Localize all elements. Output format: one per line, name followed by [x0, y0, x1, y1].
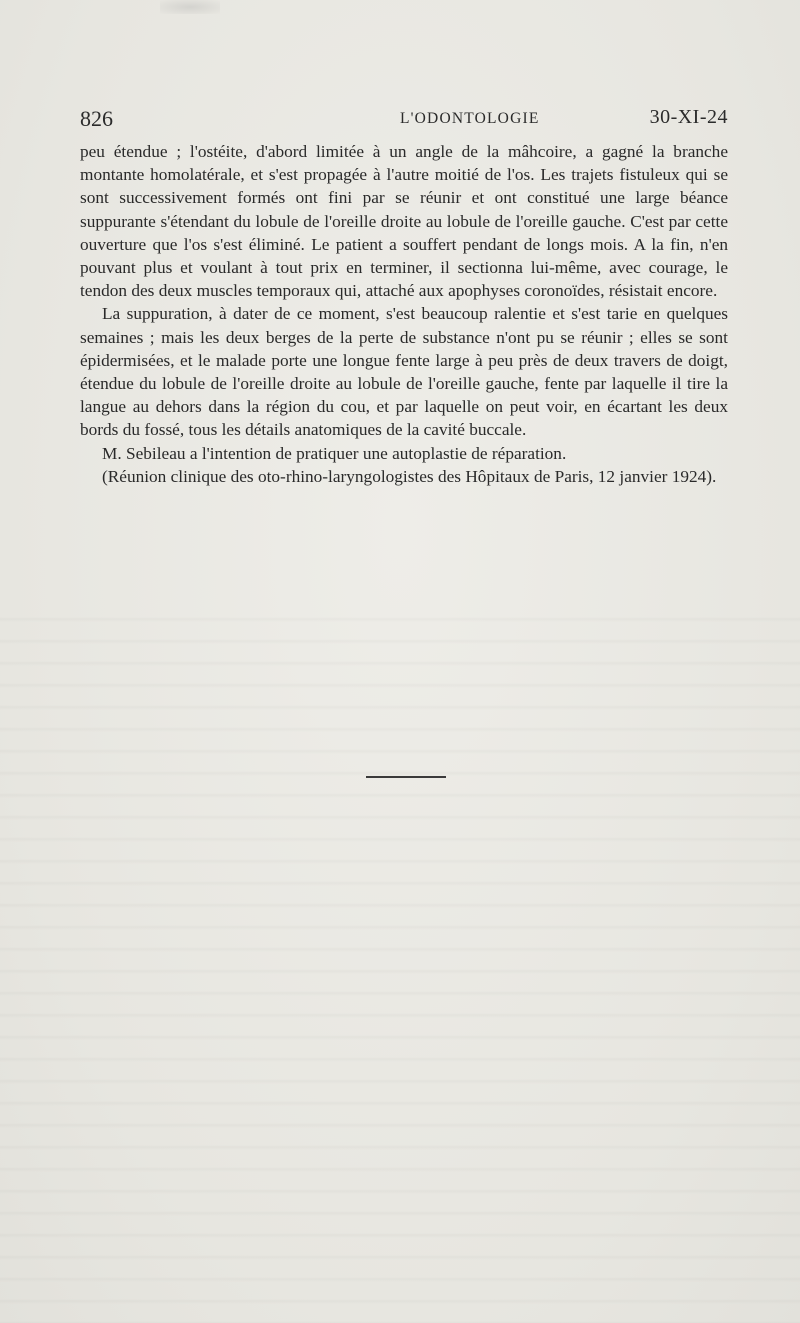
paragraph-suppuration: La suppuration, à dater de ce moment, s'est beaucoup ralentie et s'est tarie en quelques semaines ; mais les deux berges de la perte de substance n'ont pu se réunir ; elles se sont épidermisées, et le malade porte une longue fente large à peu près de deux travers de doigt, étendue du lobule de l'oreille droite au lobule de l'oreille gauche, fente par laquelle il tire la langue au dehors dans la région du cou, et par laquelle on peut voir, en écartant les deux bords du fossé, tous les détails anatomiques de la cavité buccale. [80, 304, 728, 440]
running-header [80, 106, 728, 136]
article-body [80, 140, 728, 488]
section-divider [366, 776, 446, 778]
paragraph-continuation: peu étendue ; l'ostéite, d'abord limitée à un angle de la mâhcoire, a gagné la branche montante homolatérale, et s'est propagée à l'autre moitié de l'os. Les trajets fistuleux qui se sont successivement formés ont fini par se réunir et ont constitué une large béance suppurante s'étendant du lobule de l'oreille droite au lobule de l'oreille gauche. C'est par cette ouverture que l'os s'est éliminé. Le patient a souffert pendant de longs mois. A la fin, n'en pouvant plus et voulant à tout prix en terminer, il sectionna lui-même, avec courage, le tendon des deux muscles temporaux qui, attaché aux apophyses coronoïdes, résistait encore. [80, 142, 728, 301]
paragraph-autoplastie: M. Sebileau a l'intention de pratiquer une autoplastie de réparation. [102, 443, 567, 463]
journal-title: L'ODONTOLOGIE [400, 110, 540, 127]
issue-date: 30-XI-24 [649, 106, 728, 128]
paragraph-source: (Réunion clinique des oto-rhino-laryngologistes des Hôpitaux de Paris, 12 janvier 1924). [102, 466, 717, 486]
paper-smudge [160, 0, 220, 14]
page-number: 826 [80, 106, 113, 131]
reverse-side-bleed-through [0, 600, 800, 1323]
